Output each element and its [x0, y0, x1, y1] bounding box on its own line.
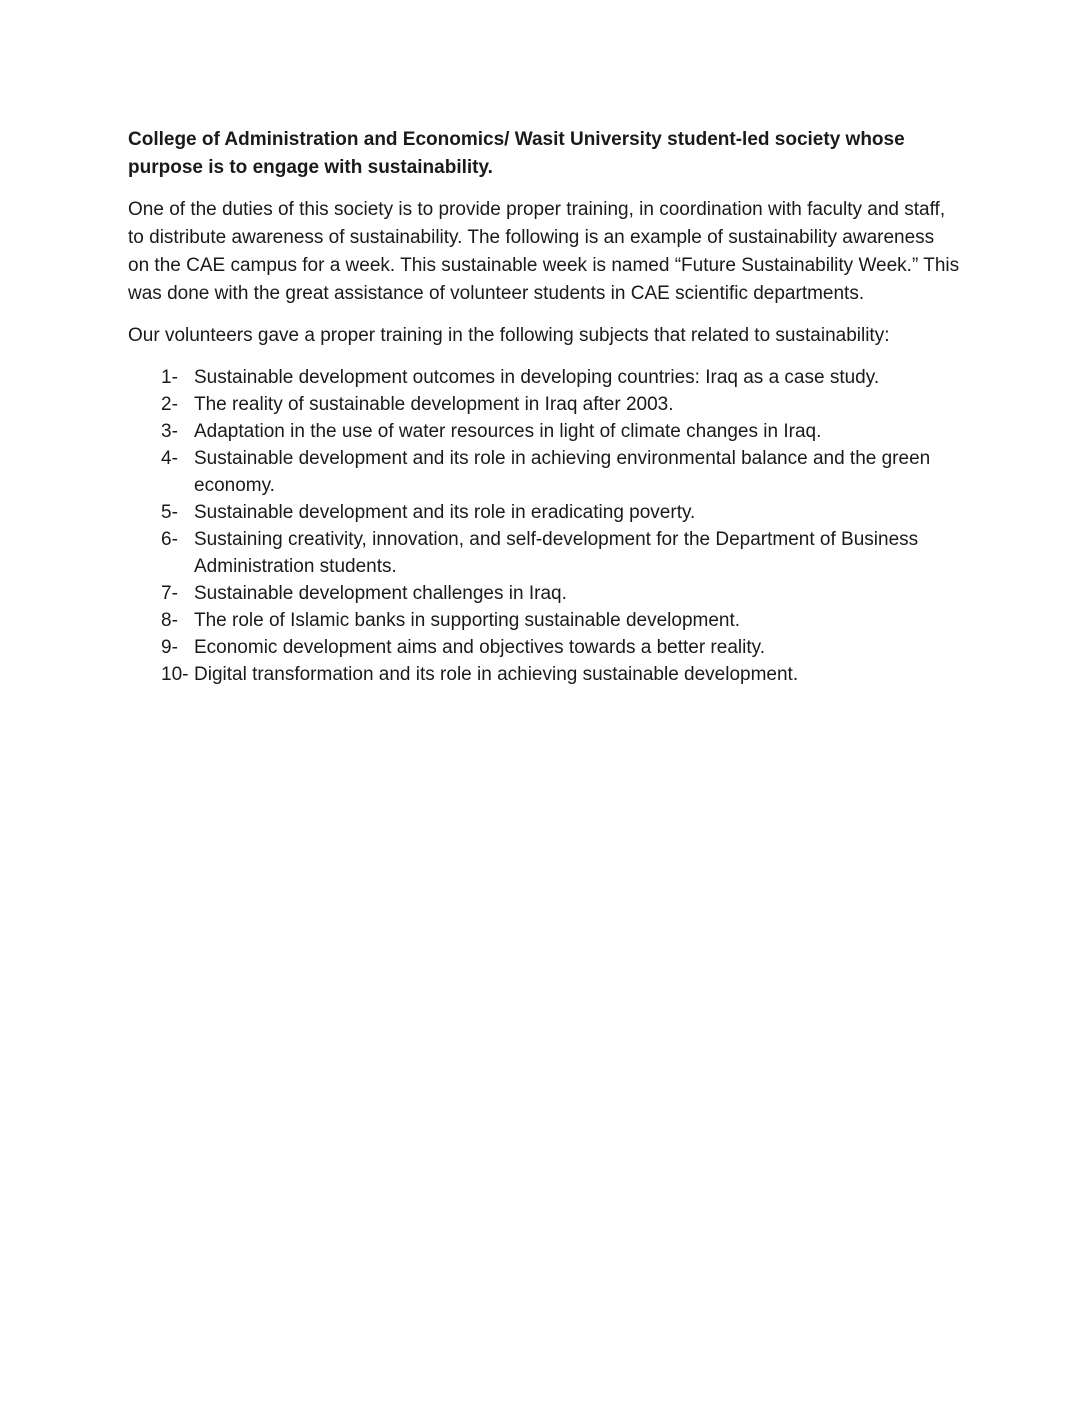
list-item [128, 634, 960, 661]
list-item-text: The reality of sustainable development in Iraq after 2003. [194, 394, 674, 415]
list-item-marker: 6- [161, 529, 178, 550]
list-item-marker: 4- [161, 448, 178, 469]
list-item-marker: 5- [161, 502, 178, 523]
list-item [128, 364, 960, 391]
list-item [128, 607, 960, 634]
document-heading: College of Administration and Economics/ Wasit University student-led society whose purpose is to engage with sustainability. [128, 129, 905, 178]
training-subjects-list [128, 364, 960, 688]
list-item-text: Sustainable development and its role in eradicating poverty. [194, 502, 696, 523]
list-item-text: Sustaining creativity, innovation, and self-development for the Department of Business Administration students. [194, 529, 919, 577]
list-item [128, 580, 960, 607]
intro-paragraph: One of the duties of this society is to provide proper training, in coordination with faculty and staff, to distribute awareness of sustainability. The following is an example of sustainability awareness on the CAE campus for a week. This sustainable week is named “Future Sustainability Week.” This was done with the great assistance of volunteer students in CAE scientific departments. [128, 199, 960, 304]
list-item [128, 526, 960, 580]
list-item-marker: 10- [161, 664, 189, 685]
list-item-text: Sustainable development outcomes in developing countries: Iraq as a case study. [194, 367, 880, 388]
list-item-marker: 3- [161, 421, 178, 442]
list-item-marker: 7- [161, 583, 178, 604]
list-item-text: Economic development aims and objectives towards a better reality. [194, 637, 765, 658]
list-item [128, 391, 960, 418]
list-item [128, 445, 960, 499]
list-item-marker: 9- [161, 637, 178, 658]
list-item-marker: 8- [161, 610, 178, 631]
list-item [128, 418, 960, 445]
list-item-text: Adaptation in the use of water resources in light of climate changes in Iraq. [194, 421, 822, 442]
list-item-marker: 1- [161, 367, 178, 388]
list-lead-paragraph: Our volunteers gave a proper training in the following subjects that related to sustainability: [128, 325, 890, 346]
list-item-text: Sustainable development and its role in achieving environmental balance and the green economy. [194, 448, 931, 496]
list-item-marker: 2- [161, 394, 178, 415]
list-item-text: Digital transformation and its role in achieving sustainable development. [194, 664, 799, 685]
list-item-text: The role of Islamic banks in supporting sustainable development. [194, 610, 741, 631]
list-item [128, 661, 960, 688]
list-item [128, 499, 960, 526]
list-item-text: Sustainable development challenges in Iraq. [194, 583, 567, 604]
